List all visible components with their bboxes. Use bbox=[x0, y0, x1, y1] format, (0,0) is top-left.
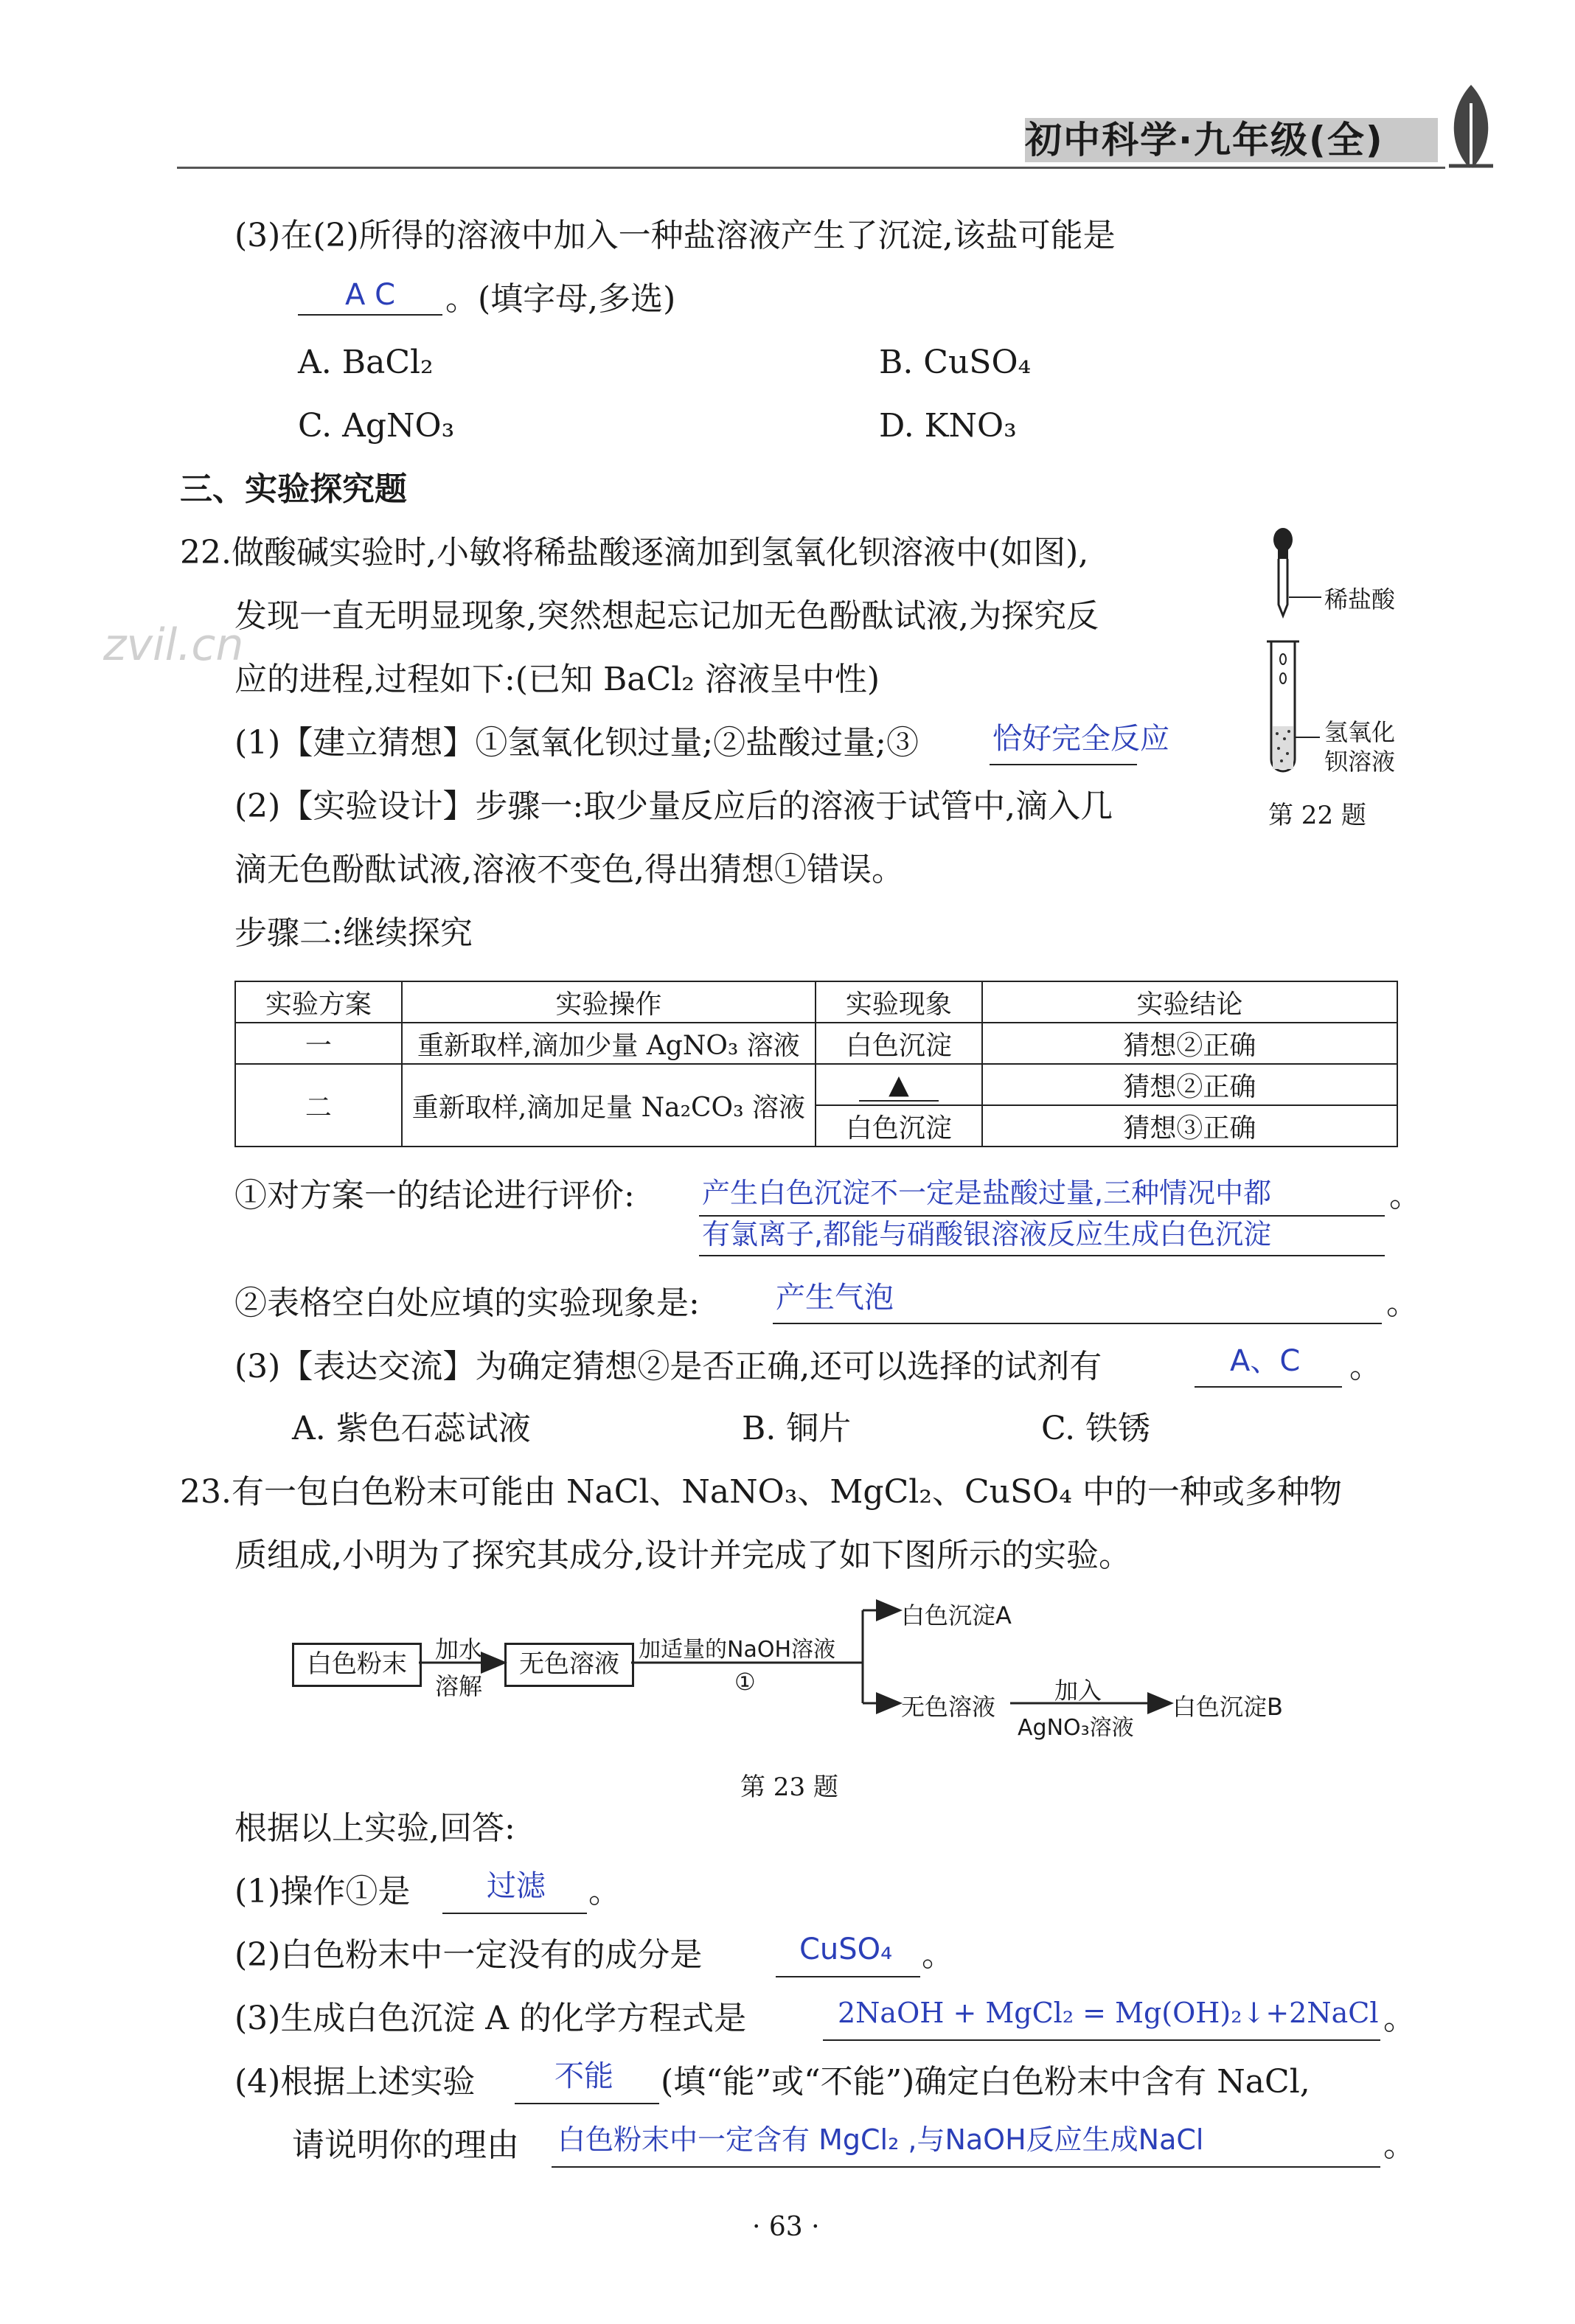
q23-a1-blank bbox=[442, 1913, 587, 1914]
q22-part1: (1)【建立猜想】①氢氧化钡过量;②盐酸过量;③ bbox=[234, 724, 919, 762]
table-cell: 白色沉淀 bbox=[816, 1105, 982, 1147]
fig23-caption: 第 23 题 bbox=[740, 1772, 838, 1802]
flow-arrow2-bottom: ① bbox=[734, 1668, 756, 1696]
table-cell: 白色沉淀 bbox=[816, 1023, 982, 1064]
section-title: 三、实验探究题 bbox=[180, 470, 407, 508]
q21-option-c: C. AgNO₃ bbox=[298, 407, 455, 445]
q23-a4-answer: 不能 bbox=[554, 2059, 613, 2093]
flow-arrow3-bottom: AgNO₃溶液 bbox=[1018, 1715, 1134, 1741]
q23-a1-answer: 过滤 bbox=[487, 1869, 546, 1903]
table-cell: 重新取样,滴加少量 AgNO₃ 溶液 bbox=[402, 1023, 816, 1064]
q22-option-a: A. 紫色石蕊试液 bbox=[292, 1410, 531, 1447]
q22-part2a: (2)【实验设计】步骤一:取少量反应后的溶液于试管中,滴入几 bbox=[234, 787, 1113, 825]
q23-a3: (3)生成白色沉淀 A 的化学方程式是 bbox=[234, 2000, 747, 2037]
q23-a2-blank bbox=[776, 1976, 920, 1977]
flow-branch-precipitate-a: 白色沉淀A bbox=[901, 1601, 1012, 1629]
fig22-caption: 第 22 题 bbox=[1268, 801, 1366, 830]
q22-line2: 发现一直无明显现象,突然想起忘记加无色酚酞试液,为探究反 bbox=[234, 597, 1099, 635]
watermark: zvil.cn bbox=[103, 619, 244, 671]
q22-option-b: B. 铜片 bbox=[742, 1410, 852, 1447]
q22-eval1-answer-line2: 有氯离子,都能与硝酸银溶液反应生成白色沉淀 bbox=[702, 1218, 1272, 1250]
flow-arrow2-top: 加适量的NaOH溶液 bbox=[639, 1637, 835, 1663]
flow-branch-colorless-solution: 无色溶液 bbox=[901, 1693, 996, 1721]
q23-a3-blank bbox=[823, 2039, 1380, 2041]
header-rule bbox=[177, 167, 1445, 169]
q22-part3-blank bbox=[1195, 1386, 1342, 1388]
table-header-cell: 实验操作 bbox=[402, 981, 816, 1023]
table-cell: 二 bbox=[235, 1064, 402, 1147]
q21-option-a: A. BaCl₂ bbox=[298, 344, 434, 381]
flow-box-white-powder: 白色粉末 bbox=[292, 1643, 422, 1687]
q22-part1-blank bbox=[990, 764, 1137, 765]
fig22-label-acid: 稀盐酸 bbox=[1324, 585, 1396, 613]
q22-eval1-answer-line1: 产生白色沉淀不一定是盐酸过量,三种情况中都 bbox=[702, 1177, 1272, 1209]
experiment-table bbox=[234, 981, 1398, 1147]
q23-a4: (4)根据上述实验 bbox=[234, 2063, 476, 2101]
table-cell-blank bbox=[816, 1064, 982, 1105]
table-cell: 猜想③正确 bbox=[982, 1105, 1397, 1147]
q22-part3-answer: A、C bbox=[1230, 1344, 1301, 1378]
q22-part3: (3)【表达交流】为确定猜想②是否正确,还可以选择的试剂有 bbox=[234, 1348, 1102, 1385]
q22-part3-end: 。 bbox=[1349, 1348, 1382, 1385]
leaf-logo-icon bbox=[1442, 81, 1501, 177]
q22-eval1-blank2 bbox=[699, 1255, 1385, 1256]
q23-a2: (2)白色粉末中一定没有的成分是 bbox=[234, 1936, 703, 1974]
q23-a1-end: 。 bbox=[588, 1873, 621, 1910]
header-title: 初中科学·九年级(全) bbox=[1025, 119, 1384, 161]
table-cell: 猜想②正确 bbox=[982, 1064, 1397, 1105]
table-header-cell: 实验方案 bbox=[235, 981, 402, 1023]
triangle-marker: ▲ bbox=[859, 1070, 939, 1102]
table-cell: 猜想②正确 bbox=[982, 1023, 1397, 1064]
q23-a2-end: 。 bbox=[922, 1936, 954, 1974]
q22-step2: 步骤二:继续探究 bbox=[234, 914, 473, 952]
flow-arrow1-bottom: 溶解 bbox=[435, 1672, 483, 1700]
page-number: · 63 · bbox=[752, 2212, 820, 2242]
fig22-label-base2: 钡溶液 bbox=[1324, 748, 1396, 776]
table-header-cell: 实验现象 bbox=[816, 981, 982, 1023]
flow-arrows bbox=[413, 1593, 1195, 1740]
q23-a4-blank bbox=[515, 2103, 659, 2104]
q21-option-b: B. CuSO₄ bbox=[879, 344, 1032, 381]
q21-option-d: D. KNO₃ bbox=[879, 407, 1017, 445]
q21-answer: A C bbox=[345, 278, 396, 312]
q23-line1: 23.有一包白色粉末可能由 NaCl、NaNO₃、MgCl₂、CuSO₄ 中的一种或多种物 bbox=[180, 1473, 1342, 1511]
table-row bbox=[235, 1064, 1397, 1105]
q23-a4b-blank bbox=[552, 2166, 1380, 2168]
table-header-row bbox=[235, 981, 1397, 1023]
flow-arrow1-top: 加水 bbox=[435, 1635, 483, 1663]
q22-eval2-end: 。 bbox=[1386, 1284, 1419, 1322]
q22-eval2-blank bbox=[773, 1323, 1382, 1324]
q23-line2: 质组成,小明为了探究其成分,设计并完成了如下图所示的实验。 bbox=[234, 1537, 1131, 1574]
q21-part3-tail: 。(填字母,多选) bbox=[445, 280, 676, 318]
q23-a3-answer: 2NaOH + MgCl₂ = Mg(OH)₂↓+2NaCl bbox=[838, 1997, 1379, 2029]
table-header-cell: 实验结论 bbox=[982, 981, 1397, 1023]
q22-part2b: 滴无色酚酞试液,溶液不变色,得出猜想①错误。 bbox=[234, 851, 904, 888]
q21-part3-text: (3)在(2)所得的溶液中加入一种盐溶液产生了沉淀,该盐可能是 bbox=[234, 217, 1116, 254]
flow-box-colorless-solution: 无色溶液 bbox=[504, 1643, 634, 1687]
q23-a4b-end: 。 bbox=[1383, 2126, 1416, 2164]
q23-a4b: 请说明你的理由 bbox=[292, 2126, 519, 2164]
q22-option-c: C. 铁锈 bbox=[1041, 1410, 1151, 1447]
flow-arrow3-top: 加入 bbox=[1054, 1677, 1102, 1705]
q23-intro: 根据以上实验,回答: bbox=[234, 1809, 515, 1847]
table-row bbox=[235, 1023, 1397, 1064]
q22-part1-answer: 恰好完全反应 bbox=[992, 722, 1169, 756]
q22-eval2-answer: 产生气泡 bbox=[776, 1281, 894, 1315]
q23-a4b-answer: 白色粉末中一定含有 MgCl₂ ,与NaOH反应生成NaCl bbox=[557, 2123, 1204, 2156]
table-cell: 一 bbox=[235, 1023, 402, 1064]
q23-a2-answer: CuSO₄ bbox=[799, 1932, 893, 1966]
flow-precipitate-b: 白色沉淀B bbox=[1172, 1693, 1283, 1721]
fig22-label-base1: 氢氧化 bbox=[1324, 718, 1396, 746]
table-cell: 重新取样,滴加足量 Na₂CO₃ 溶液 bbox=[402, 1064, 816, 1147]
q23-a1: (1)操作①是 bbox=[234, 1873, 411, 1910]
q22-line3: 应的进程,过程如下:(已知 BaCl₂ 溶液呈中性) bbox=[234, 661, 880, 698]
q22-eval1: ①对方案一的结论进行评价: bbox=[234, 1177, 635, 1214]
q22-line1: 22.做酸碱实验时,小敏将稀盐酸逐滴加到氢氧化钡溶液中(如图), bbox=[180, 534, 1089, 571]
q22-eval2: ②表格空白处应填的实验现象是: bbox=[234, 1284, 700, 1322]
q23-a3-end: 。 bbox=[1383, 2000, 1416, 2037]
q22-eval1-end: 。 bbox=[1389, 1177, 1422, 1214]
q23-a4-tail: (填“能”或“不能”)确定白色粉末中含有 NaCl, bbox=[661, 2063, 1310, 2101]
